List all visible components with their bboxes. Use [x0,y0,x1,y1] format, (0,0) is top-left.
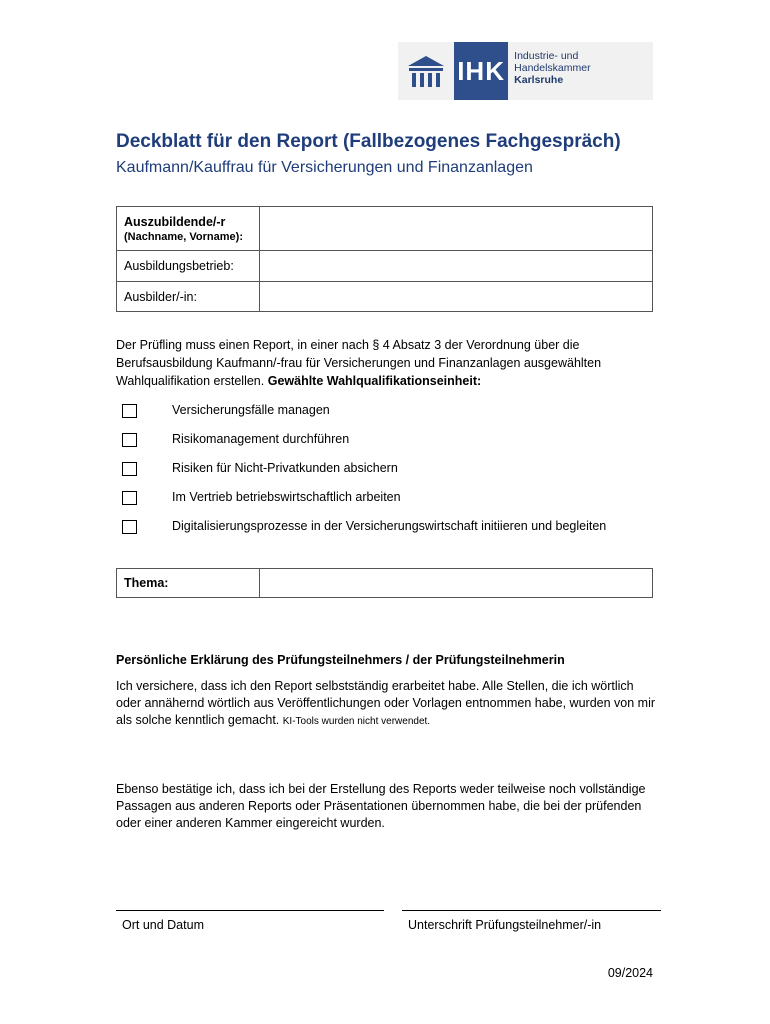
thema-field[interactable] [260,569,653,598]
trainer-label: Ausbilder/-in: [117,282,260,312]
thema-table [116,568,653,598]
thema-label: Thema: [117,569,260,598]
logo-name-line2: Karlsruhe [514,74,564,86]
company-row [117,251,653,282]
declaration-heading: Persönliche Erklärung des Prüfungsteilnehmers / der Prüfungsteilnehmerin [116,653,565,667]
trainee-row [117,207,653,251]
option-label: Risikomanagement durchführen [172,432,350,446]
page-subtitle: Kaufmann/Kauffrau für Versicherungen und Finanzanlagen [116,159,533,176]
intro-text: Der Prüfling muss einen Report, in einer nach § 4 Absatz 3 der Verordnung über die Berufsausbildung Kaufmann/-frau für Versicherungen und Finanzanlagen ausgewählten Wahlqualifikation erstellen. [116,338,602,388]
checkbox[interactable] [122,404,137,418]
ki-note: KI-Tools wurden nicht verwendet. [282,716,431,727]
trainer-row [117,282,653,312]
place-date-line[interactable] [116,910,384,911]
place-date-label: Ort und Datum [122,918,204,932]
trainer-field[interactable] [260,282,653,312]
signature-label: Unterschrift Prüfungsteilnehmer/-in [408,918,602,932]
building-icon [398,42,454,100]
form-version-date: 09/2024 [607,966,653,980]
personal-data-table [116,206,653,312]
checkbox[interactable] [122,462,137,476]
logo-name-line1: Industrie- und Handelskammer [514,50,591,74]
thema-row [117,569,653,598]
logo-name [508,42,653,100]
logo-abbr: IHK [454,42,508,100]
trainee-label: Auszubildende/-r [124,214,226,229]
option-label: Im Vertrieb betriebswirtschaftlich arbeiten [172,490,401,504]
page-title: Deckblatt für den Report (Fallbezogenes Fachgespräch) [116,131,621,152]
option-label: Risiken für Nicht-Privatkunden absichern [172,461,398,475]
intro-paragraph [116,336,656,390]
company-field[interactable] [260,251,653,282]
declaration-paragraph-1 [116,678,656,730]
company-label: Ausbildungsbetrieb: [117,251,260,282]
ihk-logo [398,42,653,100]
option-label: Digitalisierungsprozesse in der Versicherungswirtschaft initiieren und begleiten [172,519,607,533]
declaration-paragraph-2: Ebenso bestätige ich, dass ich bei der Erstellung des Reports weder teilweise noch vollständige Passagen aus anderen Reports oder Präsentationen übernommen habe, die bei der prüfenden oder einer anderen Kammer eingereicht wurden. [116,782,646,830]
option-label: Versicherungsfälle managen [172,403,330,417]
trainee-field[interactable] [260,207,653,251]
checkbox[interactable] [122,491,137,505]
declaration-text-1: Ich versichere, dass ich den Report selbstständig erarbeitet habe. Alle Stellen, die ich wörtlich oder annähernd wörtlich aus Veröffentlichungen oder Vorlagen entnommen habe, wurden von mir als solche kenntlich gemacht. [116,679,656,727]
checkbox[interactable] [122,433,137,447]
trainee-label-cell [117,207,260,251]
checkbox[interactable] [122,520,137,534]
trainee-sublabel: (Nachname, Vorname): [124,230,243,243]
intro-bold: Gewählte Wahlqualifikationseinheit: [267,374,482,388]
signature-line[interactable] [402,910,661,911]
